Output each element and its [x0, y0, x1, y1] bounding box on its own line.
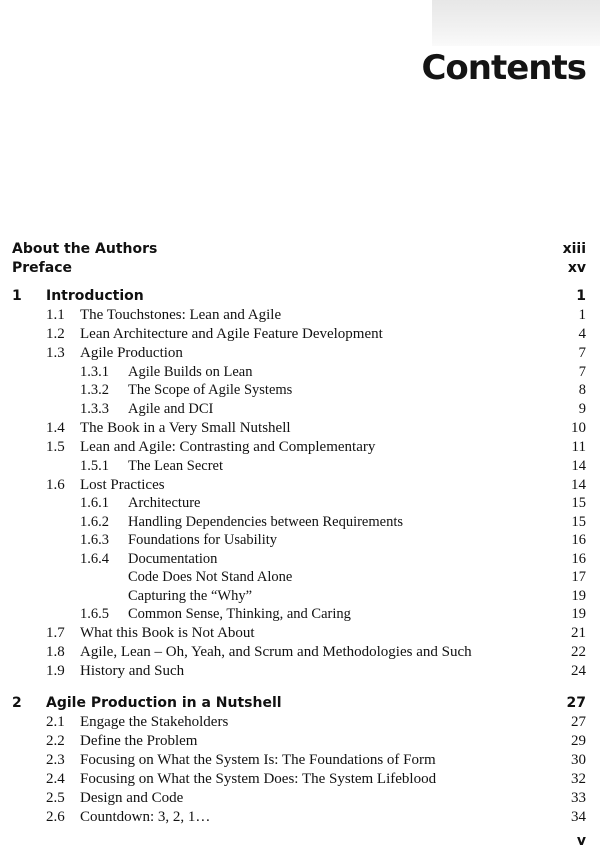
toc-entry	[0, 325, 600, 343]
toc-entry	[0, 306, 600, 324]
toc-entry	[0, 770, 600, 788]
toc-entry-page: 29	[571, 733, 586, 749]
toc-entry-number: 2.6	[46, 809, 65, 825]
toc-entry	[0, 751, 600, 769]
toc-entry	[0, 662, 600, 680]
toc-entry-page: 19	[571, 606, 586, 622]
toc-entry	[0, 381, 600, 399]
toc-entry	[0, 808, 600, 826]
toc-entry	[0, 732, 600, 750]
toc-entry-page: 9	[578, 401, 586, 417]
toc-entry-page: 4	[578, 326, 586, 342]
toc-entry	[0, 457, 600, 475]
toc-entry-title: History and Such	[80, 663, 185, 679]
toc-entry-title: Agile Production in a Nutshell	[46, 695, 282, 711]
toc-entry-title: The Lean Secret	[128, 458, 224, 474]
toc-entry-page: 19	[571, 588, 586, 604]
toc-entry-page: 24	[571, 663, 586, 679]
toc-entry-page: 1	[576, 288, 586, 304]
toc-entry-title: What this Book is Not About	[80, 625, 255, 641]
toc-entry-number: 1.5	[46, 439, 65, 455]
toc-entry-title: The Touchstones: Lean and Agile	[80, 307, 282, 323]
toc-entry-title: Engage the Stakeholders	[80, 714, 229, 730]
toc-entry	[0, 513, 600, 531]
toc-entry-number: 2.1	[46, 714, 65, 730]
toc-entry	[0, 568, 600, 586]
toc-entry-page: xv	[567, 260, 586, 276]
toc-entry-title: Agile and DCI	[128, 401, 214, 417]
toc-entry-number: 1.6.4	[80, 551, 109, 567]
toc-entry-page: 21	[571, 625, 586, 641]
toc-entry-title: Define the Problem	[80, 733, 198, 749]
toc-entry-page: xiii	[562, 241, 586, 257]
toc-entry-number: 2.4	[46, 771, 65, 787]
toc-entry-number: 1.7	[46, 625, 65, 641]
toc-entry-title: Design and Code	[80, 790, 184, 806]
toc-entry-title: Preface	[12, 260, 72, 276]
toc-entry-number: 1.3.1	[80, 364, 109, 380]
toc-entry-title: Agile Builds on Lean	[128, 364, 253, 380]
toc-entry	[0, 344, 600, 362]
toc-entry-title: Agile Production	[80, 345, 183, 361]
toc-entry-title: Documentation	[128, 551, 218, 567]
toc-entry-number: 1.5.1	[80, 458, 109, 474]
toc-entry	[0, 259, 600, 277]
toc-entry-number: 1.6.5	[80, 606, 109, 622]
toc-entry-title: Lean Architecture and Agile Feature Development	[80, 326, 383, 342]
toc-entry-page: 33	[571, 790, 586, 806]
toc-entry	[0, 287, 600, 305]
toc-entry-title: Handling Dependencies between Requirements	[128, 514, 404, 530]
toc-entry-number: 1.6.2	[80, 514, 109, 530]
page-title: Contents	[421, 48, 586, 88]
toc-entry-page: 1	[578, 307, 586, 323]
toc-entry-number: 2.3	[46, 752, 65, 768]
toc-entry-page: 30	[571, 752, 586, 768]
toc-entry-number: 2.5	[46, 790, 65, 806]
toc-entry-page: 17	[571, 569, 586, 585]
toc-entry-title: The Book in a Very Small Nutshell	[80, 420, 291, 436]
toc-entry-page: 11	[571, 439, 586, 455]
toc-entry-page: 7	[578, 345, 586, 361]
toc-entry	[0, 240, 600, 258]
toc-entry-number: 1.8	[46, 644, 65, 660]
toc-entry	[0, 400, 600, 418]
toc-entry-title: About the Authors	[12, 241, 158, 257]
toc-entry-title: Agile, Lean – Oh, Yeah, and Scrum and Methodologies and Such	[80, 644, 472, 660]
toc-entry	[0, 713, 600, 731]
toc-entry-number: 1.3.2	[80, 382, 109, 398]
page-folio: v	[576, 833, 586, 849]
toc-entry-page: 16	[571, 532, 586, 548]
toc-entry-number: 2	[12, 695, 22, 711]
toc-entry-title: Common Sense, Thinking, and Caring	[128, 606, 351, 622]
toc-entry-page: 15	[571, 495, 586, 511]
toc-entry	[0, 494, 600, 512]
toc-entry-number: 1.1	[46, 307, 65, 323]
toc-entry-title: The Scope of Agile Systems	[128, 382, 293, 398]
toc-entry	[0, 550, 600, 568]
toc-entry-page: 22	[571, 644, 586, 660]
toc-entry	[0, 438, 600, 456]
toc-entry-number: 1	[12, 288, 22, 304]
toc-entry	[0, 476, 600, 494]
toc-entry	[0, 694, 600, 712]
toc-entry	[0, 789, 600, 807]
toc-entry	[0, 624, 600, 642]
toc-entry-title: Focusing on What the System Is: The Foundations of Form	[80, 752, 436, 768]
toc-entry-number: 1.3.3	[80, 401, 109, 417]
toc-entry	[0, 605, 600, 623]
toc-entry-number: 1.3	[46, 345, 65, 361]
toc-entry-number: 1.6.3	[80, 532, 109, 548]
toc-entry-number: 1.2	[46, 326, 65, 342]
toc-entry-title: Code Does Not Stand Alone	[128, 569, 293, 585]
toc-entry-number: 2.2	[46, 733, 65, 749]
toc-entry	[0, 419, 600, 437]
toc-entry-title: Capturing the “Why”	[128, 588, 253, 604]
toc-entry-title: Architecture	[128, 495, 201, 511]
toc-entry-number: 1.6.1	[80, 495, 109, 511]
toc-entry	[0, 587, 600, 605]
toc-entry-number: 1.9	[46, 663, 65, 679]
toc-entry-title: Lean and Agile: Contrasting and Complementary	[80, 439, 376, 455]
toc-entry-number: 1.4	[46, 420, 65, 436]
toc-entry-title: Focusing on What the System Does: The System Lifeblood	[80, 771, 437, 787]
toc-entry	[0, 643, 600, 661]
toc-entry-page: 32	[571, 771, 586, 787]
toc-entry-title: Foundations for Usability	[128, 532, 278, 548]
toc-entry-number: 1.6	[46, 477, 65, 493]
toc-entry-page: 15	[571, 514, 586, 530]
toc-entry-page: 14	[571, 477, 586, 493]
toc-entry-title: Introduction	[46, 288, 144, 304]
toc-entry-page: 16	[571, 551, 586, 567]
toc-entry-page: 7	[578, 364, 586, 380]
toc-entry-title: Countdown: 3, 2, 1…	[80, 809, 211, 825]
toc-entry-page: 34	[571, 809, 586, 825]
toc-entry-page: 8	[578, 382, 586, 398]
toc-entry-page: 27	[571, 714, 586, 730]
toc-entry-page: 10	[571, 420, 586, 436]
toc-entry-title: Lost Practices	[80, 477, 165, 493]
toc-entry-page: 27	[566, 695, 586, 711]
toc-entry-page: 14	[571, 458, 586, 474]
toc-entry	[0, 531, 600, 549]
toc-entry	[0, 363, 600, 381]
